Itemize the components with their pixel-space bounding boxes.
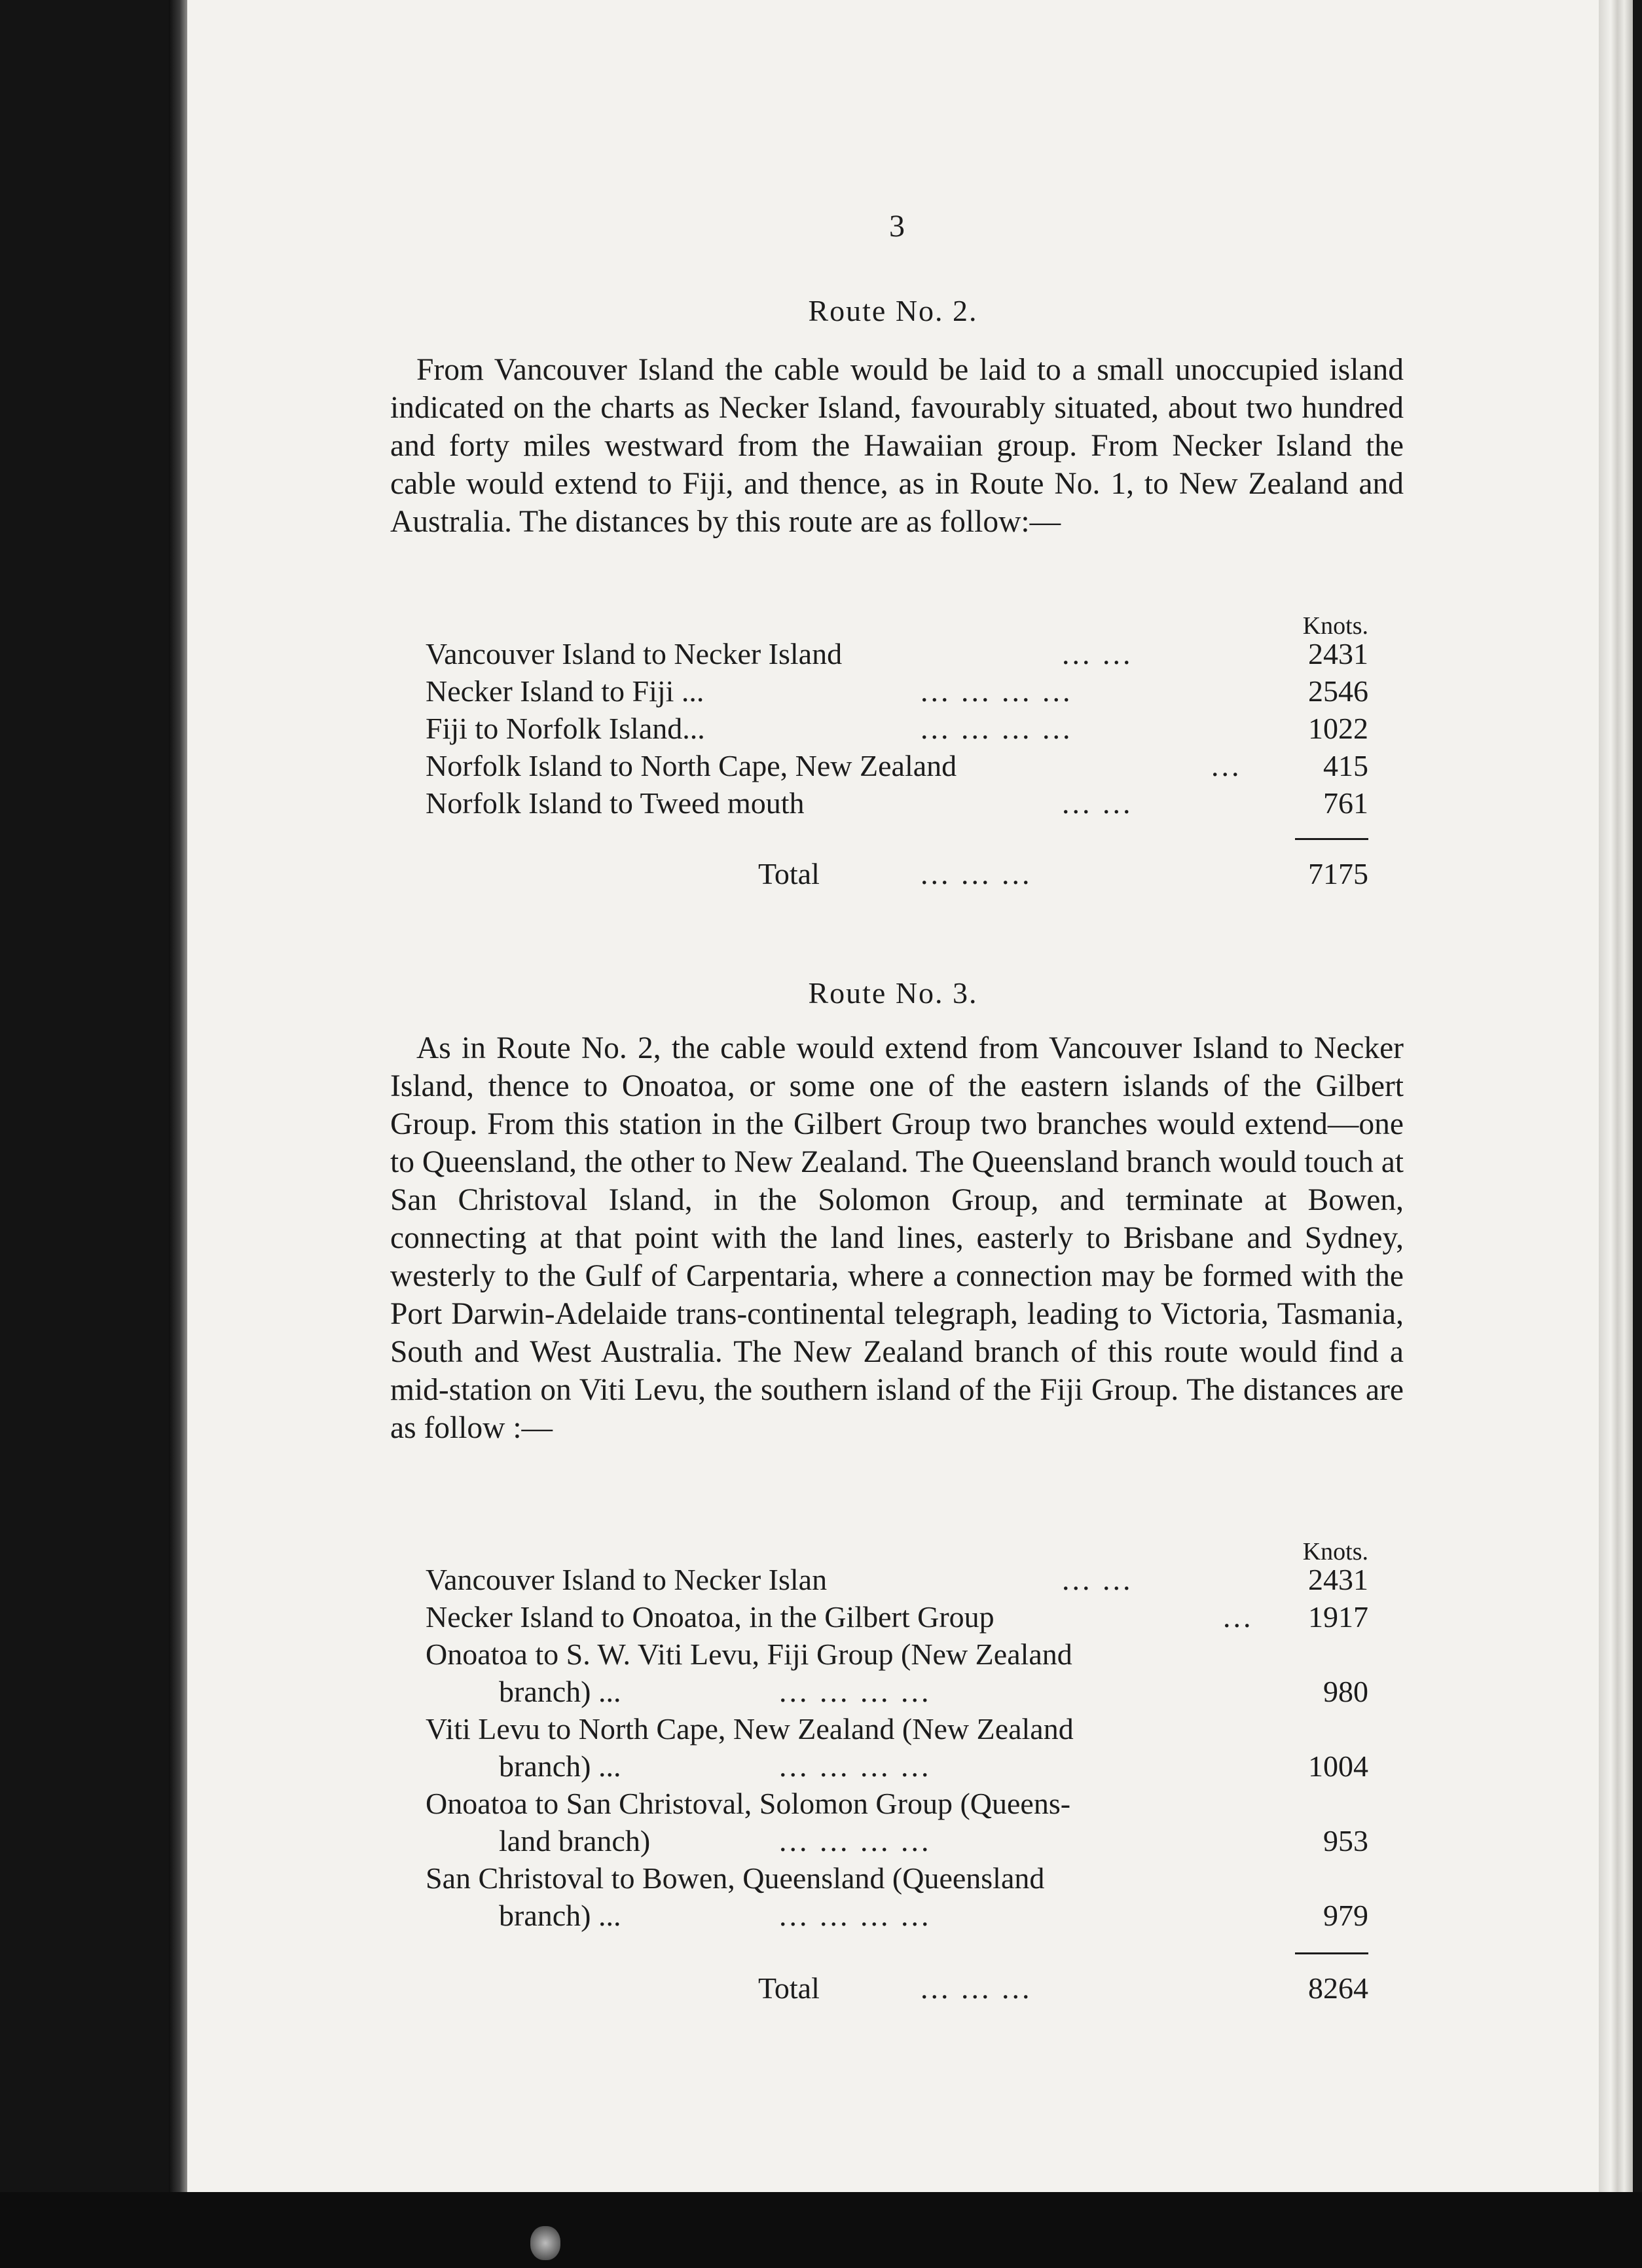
leader-dots: ...	[1223, 1600, 1254, 1634]
row-label: Norfolk Island to North Cape, New Zealand	[426, 749, 957, 782]
page-number: 3	[889, 209, 905, 244]
leader-dots: ... ... ... ...	[779, 1749, 932, 1783]
row-value: 979	[1323, 1899, 1368, 1932]
leader-dots: ... ... ...	[921, 1971, 1032, 2005]
total-row	[426, 855, 1368, 892]
leader-dots: ... ... ... ...	[779, 1675, 932, 1708]
row-label: Necker Island to Onoatoa, in the Gilbert Group	[426, 1600, 994, 1634]
row-label-continuation: land branch)	[499, 1824, 651, 1857]
row-label-continuation: branch) ...	[499, 1675, 621, 1708]
route-3-unit-header: Knots.	[1302, 1538, 1368, 1565]
book-binding-edge	[169, 0, 189, 2192]
table-row	[426, 784, 1368, 822]
row-label: San Christoval to Bowen, Queensland (Queensland	[426, 1861, 1045, 1895]
row-value: 415	[1323, 749, 1368, 782]
table-row	[426, 747, 1368, 784]
row-value: 980	[1323, 1675, 1368, 1708]
table-row	[426, 710, 1368, 747]
row-label: Onoatoa to San Christoval, Solomon Group (Queens-	[426, 1787, 1071, 1820]
leader-dots: ... ... ... ...	[921, 712, 1073, 745]
leader-dots: ... ... ... ...	[921, 674, 1073, 708]
row-label: Norfolk Island to Tweed mouth	[426, 786, 805, 820]
leader-dots: ... ...	[1062, 786, 1133, 820]
route-2-distance-table	[426, 608, 1368, 902]
scan-bottom-margin	[0, 2192, 1642, 2268]
total-value: 7175	[1308, 857, 1368, 890]
row-value: 761	[1323, 786, 1368, 820]
row-value: 2431	[1308, 637, 1368, 670]
total-value: 8264	[1308, 1971, 1368, 2005]
total-label: Total	[758, 857, 820, 890]
leader-dots: ... ... ... ...	[779, 1824, 932, 1857]
table-row-continuation	[426, 1822, 1368, 1859]
binding-clip	[530, 2226, 560, 2260]
row-value: 1022	[1308, 712, 1368, 745]
route-2-heading: Route No. 2.	[808, 294, 978, 327]
leader-dots: ... ...	[1062, 1563, 1133, 1596]
route-3-heading: Route No. 3.	[808, 976, 978, 1010]
row-label-continuation: branch) ...	[499, 1749, 621, 1783]
row-value: 2546	[1308, 674, 1368, 708]
row-label-continuation: branch) ...	[499, 1899, 621, 1932]
route-2-paragraph: From Vancouver Island the cable would be laid to a small unoccupied island indicated on the charts as Necker Island, favourably situated, about two hundred and forty miles westward from the Hawaiian group. From Necker Island the cable would extend to Fiji, and thence, as in Route No. 1, to New Zealand and Australia. The distances by this route are as follow:—	[390, 353, 1404, 539]
row-label: Vancouver Island to Necker Island	[426, 637, 843, 670]
table-row-continuation	[426, 1673, 1368, 1710]
total-label: Total	[758, 1971, 820, 2005]
row-label: Vancouver Island to Necker Islan	[426, 1563, 828, 1596]
row-value: 953	[1323, 1824, 1368, 1857]
table-row	[426, 1859, 1368, 1897]
row-value: 2431	[1308, 1563, 1368, 1596]
row-label: Onoatoa to S. W. Viti Levu, Fiji Group (New Zealand	[426, 1637, 1072, 1671]
page-stack-edge	[1599, 0, 1633, 2192]
route-2-unit-header: Knots.	[1302, 612, 1368, 640]
total-row	[426, 1969, 1368, 2007]
leader-dots: ... ... ...	[921, 857, 1032, 890]
total-rule	[1295, 838, 1368, 840]
row-label: Fiji to Norfolk Island...	[426, 712, 705, 745]
table-row	[426, 1710, 1368, 1747]
table-row	[426, 1598, 1368, 1636]
table-row	[426, 672, 1368, 710]
table-row-continuation	[426, 1897, 1368, 1934]
leader-dots: ... ... ... ...	[779, 1899, 932, 1932]
leader-dots: ...	[1211, 749, 1242, 782]
table-row	[426, 1785, 1368, 1822]
row-value: 1004	[1308, 1749, 1368, 1783]
row-label: Necker Island to Fiji ...	[426, 674, 704, 708]
route-3-distance-table	[426, 1533, 1368, 2018]
row-value: 1917	[1308, 1600, 1368, 1634]
row-label: Viti Levu to North Cape, New Zealand (New Zealand	[426, 1712, 1074, 1746]
table-row	[426, 635, 1368, 672]
route-3-paragraph: As in Route No. 2, the cable would extend from Vancouver Island to Necker Island, thence to Onoatoa, or some one of the eastern islands of the Gilbert Group. From this station in the Gilbert Group two branches would extend—one to Queensland, the other to New Zealand. The Queensland branch would touch at San Christoval Island, in the Solomon Group, and terminate at Bowen, connecting at that point with the land lines, easterly to Brisbane and Sydney, westerly to the Gulf of Carpentaria, where a connection may be formed with the Port Darwin-Adelaide trans-continental telegraph, leading to Victoria, Tasmania, South and West Australia. The New Zealand branch of this route would find a mid-station on Viti Levu, the southern island of the Fiji Group. The distances are as follow :—	[390, 1031, 1404, 1445]
table-row	[426, 1636, 1368, 1673]
total-rule	[1295, 1952, 1368, 1954]
table-row	[426, 1561, 1368, 1598]
leader-dots: ... ...	[1062, 637, 1133, 670]
table-row-continuation	[426, 1747, 1368, 1785]
